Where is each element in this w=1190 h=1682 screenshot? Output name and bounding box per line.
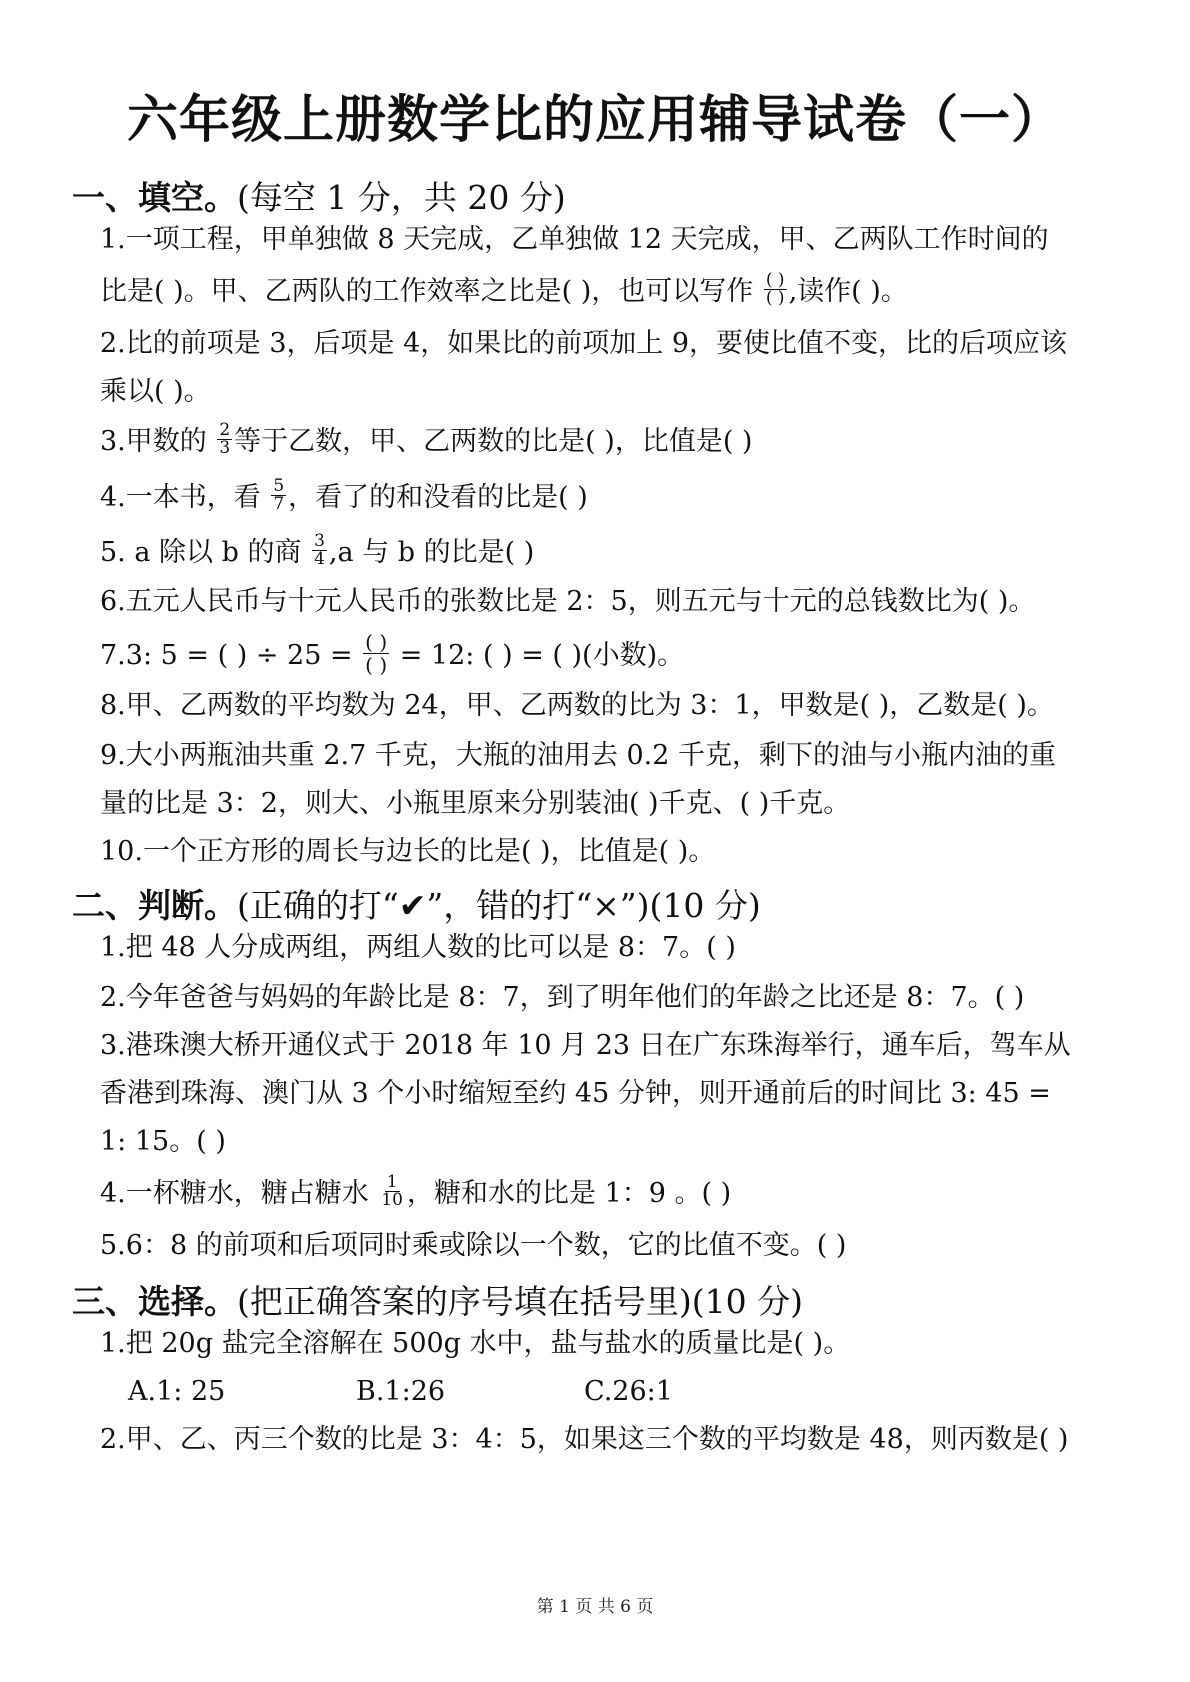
fraction-numerator: 1 [386,1172,398,1192]
judge-q1: 1.把 48 人分成两组，两组人数的比可以是 8：7。( ) [100,932,736,963]
text: 3.甲数的 [100,426,216,457]
fraction-numerator: ( ) [365,630,388,654]
text: 4.一杯糖水，糖占糖水 [100,1178,378,1209]
text: 7.3: 5 = ( ) ÷ 25 = [100,640,362,671]
blank-fraction [764,272,787,307]
text: 4.一本书，看 [100,482,270,513]
text: = 12: ( ) = ( )(小数)。 [391,640,685,671]
fraction-denominator: ( ) [365,653,388,677]
text: ,读作( )。 [788,276,908,307]
judge-q4 [100,1172,732,1212]
fill-q10: 10.一个正方形的周长与边长的比是( )，比值是( )。 [100,836,716,867]
fill-q2-line1: 2.比的前项是 3，后项是 4，如果比的前项加上 9，要使比值不变，比的后项应该 [100,328,1068,359]
text: 5. a 除以 b 的商 [100,537,311,568]
fill-q7 [100,630,685,679]
fill-q3 [100,420,753,460]
fraction-numerator: 3 [314,531,325,551]
fraction-numerator: ( ) [765,270,785,290]
section-title: 三、选择。 [72,1282,237,1321]
fill-q1-line2 [100,270,908,310]
text: ，糖和水的比是 1：9 。( ) [406,1178,732,1209]
text: 比是( )。甲、乙两队的工作效率之比是( )，也可以写作 [100,276,762,307]
fraction [271,478,286,513]
fill-q4 [100,476,588,516]
section-choice-heading [72,1276,803,1323]
section-note: (把正确答案的序号填在括号里)(10 分) [237,1282,803,1321]
section-fill-heading [72,172,566,219]
text: 等于乙数，甲、乙两数的比是( )，比值是( ) [234,426,753,457]
section-judge-heading [72,880,761,927]
text: ，看了的和没看的比是( ) [288,482,588,513]
judge-q3-line1: 3.港珠澳大桥开通仪式于 2018 年 10 月 23 日在广东珠海举行，通车后，驾车从 [100,1030,1071,1061]
fraction-denominator: 7 [273,494,285,514]
fill-q2-line2: 乘以( )。 [100,376,211,407]
page-title: 六年级上册数学比的应用辅导试卷（一） [126,91,1063,150]
fraction [217,422,232,457]
fraction-denominator: ( ) [765,288,785,308]
choice-q1: 1.把 20g 盐完全溶解在 500g 水中，盐与盐水的质量比是( )。 [100,1328,851,1359]
judge-q3-line3: 1: 15。( ) [100,1126,226,1157]
fill-q5 [100,531,535,571]
section-note: (正确的打“✔”，错的打“×”)(10 分) [237,886,761,925]
fraction [312,533,327,568]
section-note: (每空 1 分，共 20 分) [237,178,566,217]
fraction-numerator: 5 [273,476,285,496]
fill-q6: 6.五元人民币与十元人民币的张数比是 2：5，则五元与十元的总钱数比为( )。 [100,586,1036,617]
choice-q2: 2.甲、乙、丙三个数的比是 3：4：5，如果这三个数的平均数是 48，则丙数是( ) [100,1424,1069,1455]
choice-q1-option-b: B.1:26 [356,1376,446,1407]
page-footer: 第 1 页 共 6 页 [536,1597,654,1617]
fraction-denominator: 4 [314,549,325,569]
fill-q8: 8.甲、乙两数的平均数为 24，甲、乙两数的比为 3：1，甲数是( )，乙数是( )。 [100,690,1054,721]
fill-q1-line1: 1.一项工程，甲单独做 8 天完成，乙单独做 12 天完成，甲、乙两队工作时间的 [100,224,1049,255]
judge-q5: 5.6：8 的前项和后项同时乘或除以一个数，它的比值不变。( ) [100,1230,847,1261]
choice-q1-option-c: C.26:1 [584,1376,673,1407]
choice-q1-option-a: A.1: 25 [128,1376,226,1407]
fill-q9-line1: 9.大小两瓶油共重 2.7 千克，大瓶的油用去 0.2 千克，剩下的油与小瓶内油的重 [100,740,1056,771]
judge-q3-line2: 香港到珠海、澳门从 3 个小时缩短至约 45 分钟，则开通前后的时间比 3: 45 = [100,1078,1051,1109]
section-title: 一、填空。 [72,178,237,217]
text: ,a 与 b 的比是( ) [328,537,535,568]
judge-q2: 2.今年爸爸与妈妈的年龄比是 8：7，到了明年他们的年龄之比还是 8：7。( ) [100,982,1025,1013]
fill-q9-line2: 量的比是 3：2，则大、小瓶里原来分别装油( )千克、( )千克。 [100,788,851,819]
fraction [379,1174,405,1209]
fraction-denominator: 10 [381,1190,403,1210]
fraction-numerator: 2 [219,420,231,440]
fraction-denominator: 3 [219,438,231,458]
blank-fraction [363,631,389,676]
section-title: 二、判断。 [72,886,237,925]
